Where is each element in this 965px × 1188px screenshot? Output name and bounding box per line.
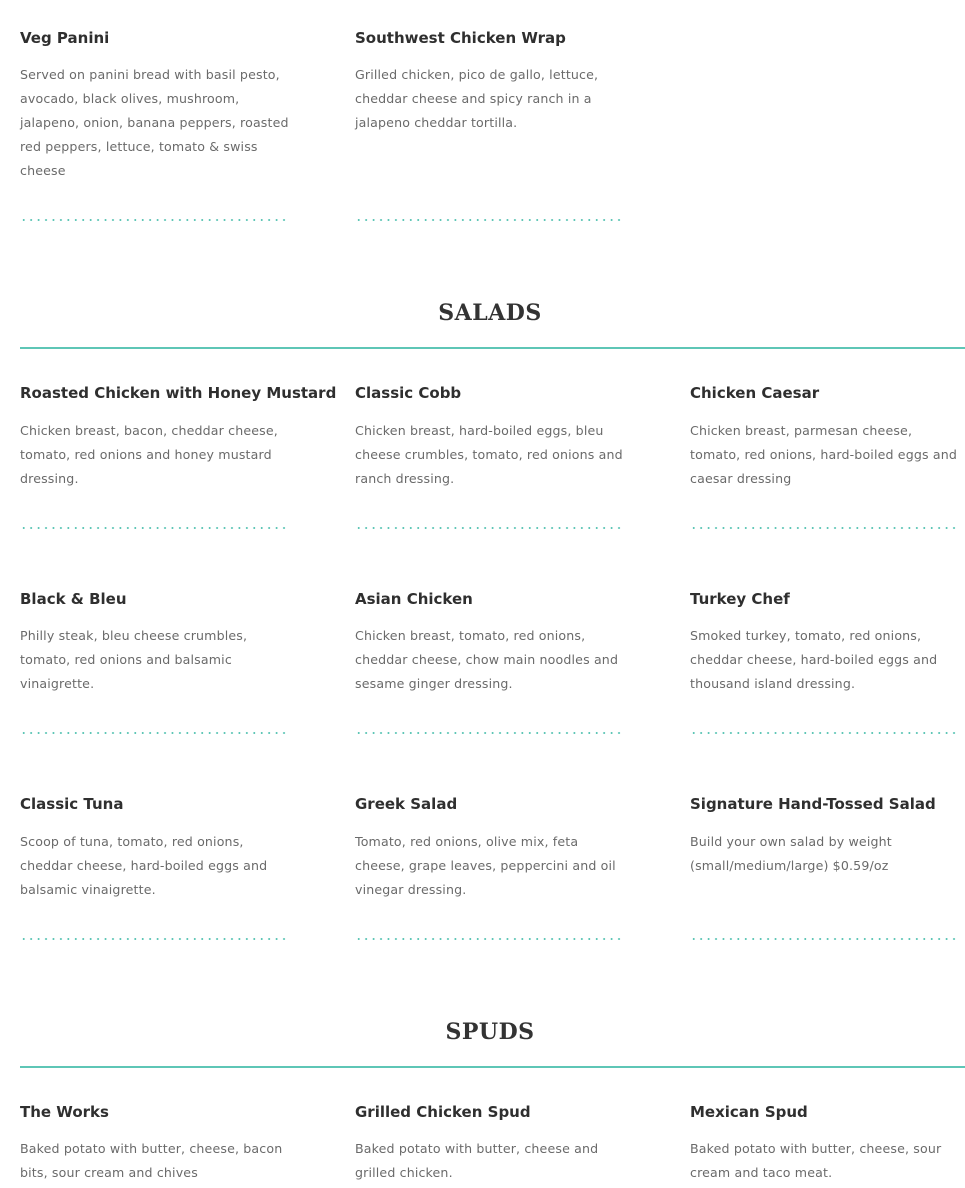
section-divider bbox=[20, 1066, 965, 1068]
dotted-divider bbox=[355, 938, 625, 940]
menu-item-description: Tomato, red onions, olive mix, feta cheese, grape leaves, peppercini and oil vinegar dressing. bbox=[355, 834, 616, 897]
menu-item-roasted-chicken-honey-mustard bbox=[20, 383, 337, 486]
dotted-divider bbox=[20, 938, 290, 940]
dotted-divider bbox=[20, 527, 290, 529]
menu-item-description: Baked potato with butter, cheese and grilled chicken. bbox=[355, 1141, 599, 1180]
dotted-divider bbox=[690, 732, 960, 734]
section-title-salads: SALADS bbox=[438, 300, 542, 326]
menu-item-signature-hand-tossed-salad bbox=[690, 794, 965, 873]
menu-item-description: Grilled chicken, pico de gallo, lettuce, cheddar cheese and spicy ranch in a jalapeno cheddar tortilla. bbox=[355, 67, 599, 130]
dotted-divider bbox=[690, 527, 960, 529]
dotted-divider bbox=[355, 527, 625, 529]
menu-item-classic-tuna bbox=[20, 794, 295, 897]
menu-item-southwest-chicken-wrap bbox=[355, 28, 630, 130]
menu-item-name: Classic Tuna bbox=[20, 795, 124, 813]
menu-item-description: Baked potato with butter, cheese, bacon bits, sour cream and chives bbox=[20, 1141, 283, 1180]
menu-item-black-and-bleu bbox=[20, 589, 295, 691]
menu-item-description: Served on panini bread with basil pesto, avocado, black olives, mushroom, jalapeno, onion, banana peppers, roasted red peppers, lettuce, tomato & swiss cheese bbox=[20, 67, 289, 178]
section-divider bbox=[20, 347, 965, 349]
menu-item-description: Baked potato with butter, cheese, sour cream and taco meat. bbox=[690, 1141, 942, 1180]
menu-item-asian-chicken bbox=[355, 589, 630, 691]
menu-item-name: Southwest Chicken Wrap bbox=[355, 29, 566, 47]
menu-item-greek-salad bbox=[355, 794, 630, 897]
menu-item-description: Chicken breast, hard-boiled eggs, bleu cheese crumbles, tomato, red onions and ranch dressing. bbox=[355, 423, 623, 486]
section-title-spuds: SPUDS bbox=[445, 1019, 535, 1045]
menu-item-description: Chicken breast, bacon, cheddar cheese, tomato, red onions and honey mustard dressing. bbox=[20, 423, 278, 486]
dotted-divider bbox=[20, 732, 290, 734]
menu-item-name: Signature Hand-Tossed Salad bbox=[690, 795, 936, 813]
menu-item-name: Asian Chicken bbox=[355, 590, 473, 608]
menu-item-description: Chicken breast, parmesan cheese, tomato, red onions, hard-boiled eggs and caesar dressing bbox=[690, 423, 957, 486]
menu-item-grilled-chicken-spud bbox=[355, 1102, 630, 1180]
menu-item-veg-panini bbox=[20, 28, 295, 178]
menu-item-description: Philly steak, bleu cheese crumbles, tomato, red onions and balsamic vinaigrette. bbox=[20, 628, 248, 691]
menu-item-the-works bbox=[20, 1102, 295, 1180]
dotted-divider bbox=[355, 219, 625, 221]
menu-item-name: Veg Panini bbox=[20, 29, 110, 47]
menu-item-classic-cobb bbox=[355, 383, 630, 486]
menu-item-name: Roasted Chicken with Honey Mustard bbox=[20, 384, 337, 402]
menu-item-turkey-chef bbox=[690, 589, 965, 691]
menu-item-name: The Works bbox=[20, 1103, 109, 1121]
menu-item-name: Chicken Caesar bbox=[690, 384, 820, 402]
menu-item-mexican-spud bbox=[690, 1102, 965, 1180]
menu-item-description: Chicken breast, tomato, red onions, cheddar cheese, chow main noodles and sesame ginger dressing. bbox=[355, 628, 619, 691]
menu-item-name: Mexican Spud bbox=[690, 1103, 808, 1121]
menu-item-name: Greek Salad bbox=[355, 795, 458, 813]
menu-item-name: Black & Bleu bbox=[20, 590, 127, 608]
menu-item-description: Scoop of tuna, tomato, red onions, cheddar cheese, hard-boiled eggs and balsamic vinaigrette. bbox=[20, 834, 268, 897]
menu-item-description: Build your own salad by weight (small/medium/large) $0.59/oz bbox=[690, 834, 892, 873]
menu-item-name: Classic Cobb bbox=[355, 384, 462, 402]
dotted-divider bbox=[20, 219, 290, 221]
menu-item-chicken-caesar bbox=[690, 383, 965, 486]
dotted-divider bbox=[355, 732, 625, 734]
dotted-divider bbox=[690, 938, 960, 940]
menu-item-name: Grilled Chicken Spud bbox=[355, 1103, 531, 1121]
menu-item-name: Turkey Chef bbox=[690, 590, 790, 608]
menu-item-description: Smoked turkey, tomato, red onions, cheddar cheese, hard-boiled eggs and thousand island dressing. bbox=[690, 628, 938, 691]
